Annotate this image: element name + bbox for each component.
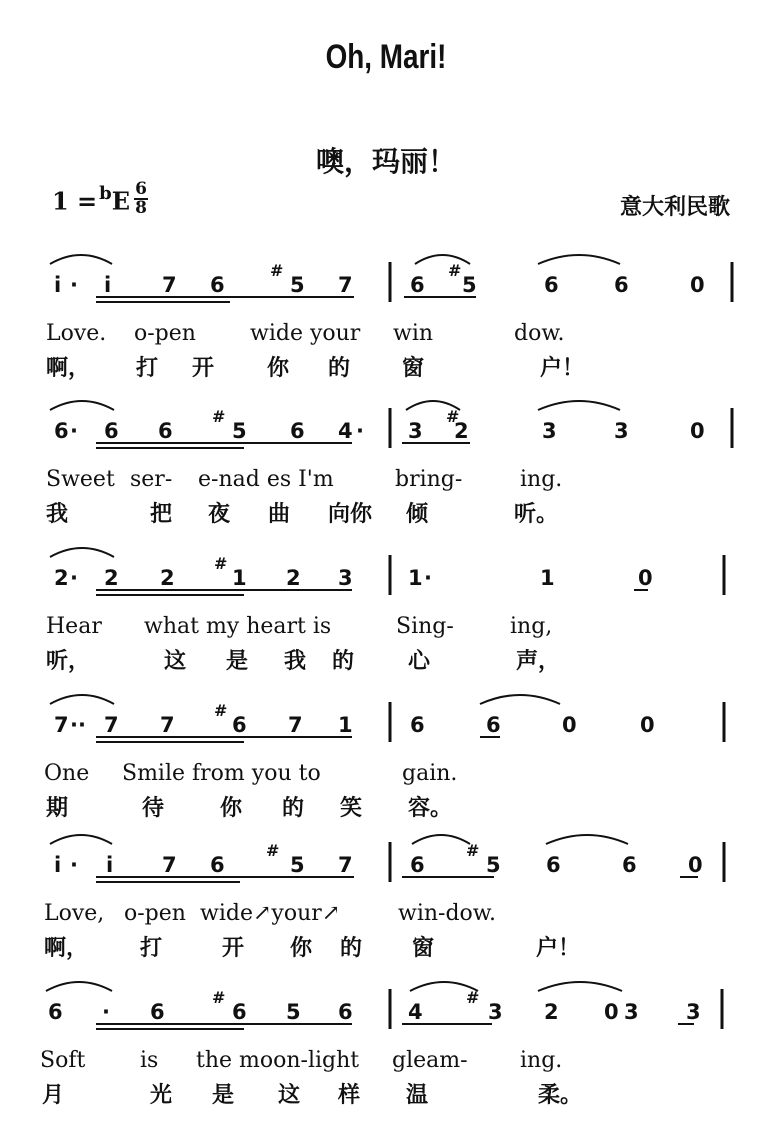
slur	[538, 255, 620, 264]
lyric-chinese: 柔。	[538, 1082, 583, 1108]
note: 7	[104, 713, 119, 737]
slur	[538, 982, 622, 991]
note: 6	[104, 419, 119, 443]
note: 7	[162, 853, 177, 877]
note: 2	[454, 419, 469, 443]
note: 3	[614, 419, 629, 443]
lyric-chinese: 容。	[408, 795, 453, 821]
lyric-english: One	[44, 761, 90, 786]
note: 3	[488, 1000, 503, 1024]
note: 7	[162, 273, 177, 297]
note: 6	[614, 273, 629, 297]
note: 0	[604, 1000, 619, 1024]
note: 5	[290, 273, 305, 297]
lyric-chinese: 心	[408, 648, 431, 674]
note: 5	[286, 1000, 301, 1024]
note: 6	[410, 713, 425, 737]
lyric-chinese: 啊，	[46, 355, 91, 381]
lyric-english: Hear	[46, 614, 102, 639]
key-note: E	[111, 186, 131, 216]
lyric-chinese: 的	[328, 355, 351, 381]
lyric-chinese: 开	[192, 355, 215, 381]
lyric-chinese: 向你	[328, 501, 373, 527]
lyric-english: o-pen	[124, 901, 186, 926]
slur	[50, 255, 112, 264]
lyric-english: Soft	[40, 1048, 86, 1073]
sharp-sign: #	[448, 261, 462, 280]
lyric-chinese: 倾	[406, 501, 429, 527]
lyric-english: Love.	[46, 321, 107, 346]
lyric-chinese: 我	[284, 648, 307, 674]
lyric-english: Smile from you to	[122, 761, 321, 786]
time-top: 6	[135, 179, 147, 199]
lyric-chinese: 把	[150, 501, 173, 527]
note: 1	[232, 566, 247, 590]
lyric-english: is	[140, 1048, 159, 1073]
note: 7	[160, 713, 175, 737]
note: 2	[104, 566, 119, 590]
lyric-chinese: 这	[278, 1082, 301, 1108]
lyric-chinese: 户！	[540, 355, 585, 381]
note: 6	[338, 1000, 353, 1024]
note: ·	[70, 419, 78, 443]
lyric-chinese: 是	[212, 1082, 235, 1108]
note: 6	[290, 419, 305, 443]
lyric-chinese: 户！	[536, 935, 581, 961]
note: 6	[232, 713, 247, 737]
note: i	[54, 273, 62, 297]
note: 1	[540, 566, 555, 590]
note: 4	[338, 419, 353, 443]
note: 5	[462, 273, 477, 297]
note: ·	[102, 1000, 110, 1024]
slur	[546, 835, 628, 844]
note: 3	[686, 1000, 701, 1024]
lyric-english: bring-	[395, 467, 463, 492]
lyric-english: win-dow.	[398, 901, 497, 926]
slur	[50, 401, 114, 410]
lyric-chinese: 听。	[514, 501, 559, 527]
lyric-chinese: 这	[164, 648, 187, 674]
lyric-english: ser-	[130, 467, 173, 492]
lyric-english: ing,	[510, 614, 553, 639]
note: i	[104, 273, 112, 297]
lyric-chinese: 是	[226, 648, 249, 674]
note: 6	[410, 273, 425, 297]
note: 3	[542, 419, 557, 443]
lyric-chinese: 温	[406, 1082, 429, 1108]
lyric-chinese: 样	[338, 1082, 361, 1108]
lyric-chinese: 月	[42, 1082, 65, 1108]
note: 3	[624, 1000, 639, 1024]
note: 2	[286, 566, 301, 590]
lyric-english: Sweet	[46, 467, 115, 492]
slur	[415, 255, 470, 264]
note: i	[106, 853, 114, 877]
lyric-chinese: 光	[150, 1082, 173, 1108]
note: 5	[486, 853, 501, 877]
lyric-chinese: 待	[142, 795, 165, 821]
lyric-english: dow.	[514, 321, 565, 346]
lyric-chinese: 窗	[412, 935, 435, 961]
note: 6	[546, 853, 561, 877]
lyric-english: ing.	[520, 467, 563, 492]
lyric-chinese: 打	[140, 935, 163, 961]
note: ·	[70, 273, 78, 297]
note: 0	[562, 713, 577, 737]
lyric-chinese: 你	[267, 355, 290, 381]
note: ··	[70, 713, 86, 737]
note: 5	[232, 419, 247, 443]
lyric-chinese: 曲	[268, 501, 291, 527]
sharp-sign: #	[212, 988, 226, 1007]
note: 6	[210, 273, 225, 297]
lyric-chinese: 听，	[46, 648, 91, 674]
lyric-chinese: 的	[282, 795, 305, 821]
sharp-sign: #	[266, 841, 280, 860]
note: 0	[690, 419, 705, 443]
note: 0	[690, 273, 705, 297]
note: 4	[408, 1000, 423, 1024]
lyric-english: ing.	[520, 1048, 563, 1073]
note: 3	[338, 566, 353, 590]
note: i	[54, 853, 62, 877]
lyric-chinese: 你	[290, 935, 313, 961]
lyric-english: Love,	[44, 901, 105, 926]
lyric-chinese: 夜	[208, 501, 231, 527]
note: 0	[638, 566, 653, 590]
slur	[50, 835, 112, 844]
note: 6	[410, 853, 425, 877]
slur	[480, 695, 560, 704]
sharp-sign: #	[270, 261, 284, 280]
lyric-english: the moon-light	[196, 1048, 360, 1073]
lyric-english: gleam-	[392, 1048, 468, 1073]
lyric-chinese: 窗	[402, 355, 425, 381]
key-flat: b	[99, 182, 112, 204]
lyric-english: win	[393, 321, 434, 346]
note: 6	[158, 419, 173, 443]
note: 1	[408, 566, 423, 590]
note: 1	[338, 713, 353, 737]
lyric-chinese: 笑	[340, 795, 363, 821]
note: 7	[288, 713, 303, 737]
note: ·	[70, 566, 78, 590]
note: ·	[424, 566, 432, 590]
lyric-chinese: 期	[46, 795, 69, 821]
lyric-chinese: 打	[136, 355, 159, 381]
note: 6	[622, 853, 637, 877]
lyric-english: what my heart is	[144, 614, 332, 639]
note: 6	[54, 419, 69, 443]
note: ·	[70, 853, 78, 877]
lyric-english: Sing-	[396, 614, 454, 639]
sharp-sign: #	[212, 407, 226, 426]
lyric-chinese: 开	[222, 935, 245, 961]
note: 6	[486, 713, 501, 737]
lyric-english: wide↗your↗	[200, 901, 341, 926]
slur	[538, 401, 620, 410]
note: 2	[160, 566, 175, 590]
song-subtitle: 噢，玛丽！	[315, 145, 456, 178]
note: 7	[338, 853, 353, 877]
lyric-chinese: 你	[220, 795, 243, 821]
sharp-sign: #	[214, 554, 228, 573]
note: 2	[54, 566, 69, 590]
sharp-sign: #	[466, 988, 480, 1007]
lyric-english: gain.	[402, 761, 458, 786]
time-bottom: 8	[135, 198, 147, 218]
key-label: 1 =	[52, 186, 98, 216]
lyric-chinese: 的	[340, 935, 363, 961]
song-source: 意大利民歌	[619, 194, 730, 220]
lyric-chinese: 我	[46, 501, 69, 527]
song-title: Oh, Mari!	[325, 38, 447, 76]
note: 6	[232, 1000, 247, 1024]
sharp-sign: #	[466, 841, 480, 860]
lyric-english: wide your	[250, 321, 361, 346]
lyric-chinese: 啊，	[44, 935, 89, 961]
lyric-english: e-nad es I'm	[198, 467, 334, 492]
note: 0	[688, 853, 703, 877]
note: 7	[338, 273, 353, 297]
note: 5	[290, 853, 305, 877]
sharp-sign: #	[214, 701, 228, 720]
lyric-english: o-pen	[134, 321, 196, 346]
note: 3	[408, 419, 423, 443]
lyric-chinese: 的	[332, 648, 355, 674]
note: 7	[54, 713, 69, 737]
note: 6	[210, 853, 225, 877]
note: 6	[150, 1000, 165, 1024]
note: 6	[48, 1000, 63, 1024]
slur	[412, 835, 470, 844]
slur	[50, 695, 114, 704]
note: 2	[544, 1000, 559, 1024]
note: 0	[640, 713, 655, 737]
note: 6	[544, 273, 559, 297]
slur	[46, 982, 112, 991]
sharp-sign: #	[446, 407, 460, 426]
lyric-chinese: 声，	[516, 648, 561, 674]
note: ·	[356, 419, 364, 443]
slur	[50, 548, 114, 557]
